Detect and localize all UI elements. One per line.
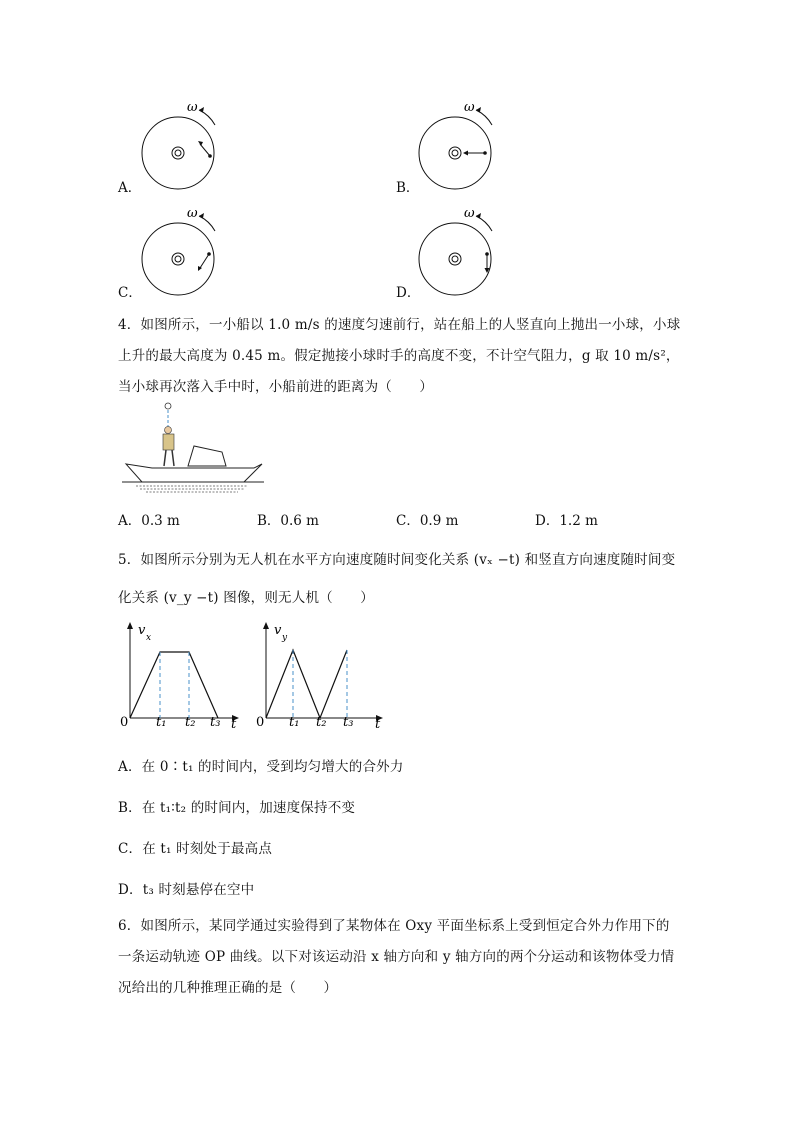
option-letter: C． — [118, 285, 142, 301]
boat-hull-icon — [126, 464, 262, 482]
disk-figure-c — [140, 202, 235, 297]
omega-label: ω — [464, 206, 475, 221]
vx-curve — [130, 652, 218, 718]
question-4-line-2: 上升的最大高度为 0.45 m。假定抛接小球时手的高度不变，不计空气阻力，g 取 10 m/s²， — [118, 348, 680, 364]
vy-label: v — [274, 623, 282, 638]
q4-option-a[interactable]: A．0.3 m — [118, 513, 180, 529]
question-6-line-1: 6．如图所示，某同学通过实验得到了某物体在 Oxy 平面坐标系上受到恒定合外力作用下的 — [118, 918, 670, 934]
vx-label: v — [138, 623, 146, 638]
origin-label: 0 — [120, 715, 129, 730]
vx-t-graph — [114, 620, 242, 732]
q4-option-c[interactable]: C．0.9 m — [396, 513, 459, 529]
question-5-line-1: 5．如图所示分别为无人机在水平方向速度随时间变化关系 (vₓ −t) 和竖直方向速度随时间变 — [118, 552, 676, 568]
option-letter: D． — [396, 285, 421, 301]
origin-label: 0 — [256, 715, 265, 730]
boat-figure — [122, 402, 267, 500]
omega-label: ω — [187, 100, 198, 115]
person-head-icon — [165, 427, 172, 434]
q5-option-d[interactable]: D．t₃ 时刻悬停在空中 — [118, 882, 255, 898]
omega-label: ω — [464, 100, 475, 115]
question-4-line-1: 4．如图所示，一小船以 1.0 m/s 的速度匀速前行，站在船上的人竖直向上抛出一小球，小球 — [118, 317, 681, 333]
vy-t-graph — [250, 620, 392, 732]
vy-subscript: y — [282, 633, 288, 643]
question-6-line-3: 况给出的几种推理正确的是（ ） — [118, 980, 338, 996]
t-axis-label: t — [375, 717, 381, 732]
tick-t1: t₁ — [156, 715, 167, 730]
disk-figure-d — [417, 202, 512, 297]
y-axis-arrow-icon — [263, 622, 269, 629]
person-body-icon — [163, 434, 174, 450]
question-6-line-2: 一条运动轨迹 OP 曲线。以下对该运动沿 x 轴方向和 y 轴方向的两个分运动和该物体受力情 — [118, 949, 675, 965]
q5-option-c[interactable]: C．在 t₁ 时刻处于最高点 — [118, 841, 273, 857]
omega-label: ω — [187, 206, 198, 221]
tick-t3: t₃ — [343, 715, 354, 730]
question-5-line-2: 化关系 (v_y −t) 图像，则无人机（ ） — [118, 590, 374, 606]
tick-t2: t₂ — [185, 715, 196, 730]
tick-t2: t₂ — [316, 715, 327, 730]
tick-t1: t₁ — [289, 715, 300, 730]
question-4-line-3: 当小球再次落入手中时，小船前进的距离为（ ） — [118, 379, 434, 395]
q4-option-d[interactable]: D．1.2 m — [535, 513, 598, 529]
vy-curve — [266, 650, 347, 718]
tick-t3: t₃ — [210, 715, 221, 730]
option-letter: A． — [118, 180, 142, 196]
ball-icon — [165, 403, 171, 409]
q5-option-a[interactable]: A．在 0∶t₁ 的时间内，受到均匀增大的合外力 — [118, 759, 404, 775]
option-letter: B． — [396, 180, 420, 196]
y-axis-arrow-icon — [127, 622, 133, 629]
q5-option-b[interactable]: B．在 t₁∶t₂ 的时间内，加速度保持不变 — [118, 800, 356, 816]
vx-subscript: x — [146, 633, 152, 643]
boat-cabin-icon — [188, 446, 226, 466]
disk-figure-a — [140, 96, 235, 191]
disk-figure-b — [417, 96, 512, 191]
q4-option-b[interactable]: B．0.6 m — [257, 513, 319, 529]
t-axis-label: t — [231, 717, 237, 732]
